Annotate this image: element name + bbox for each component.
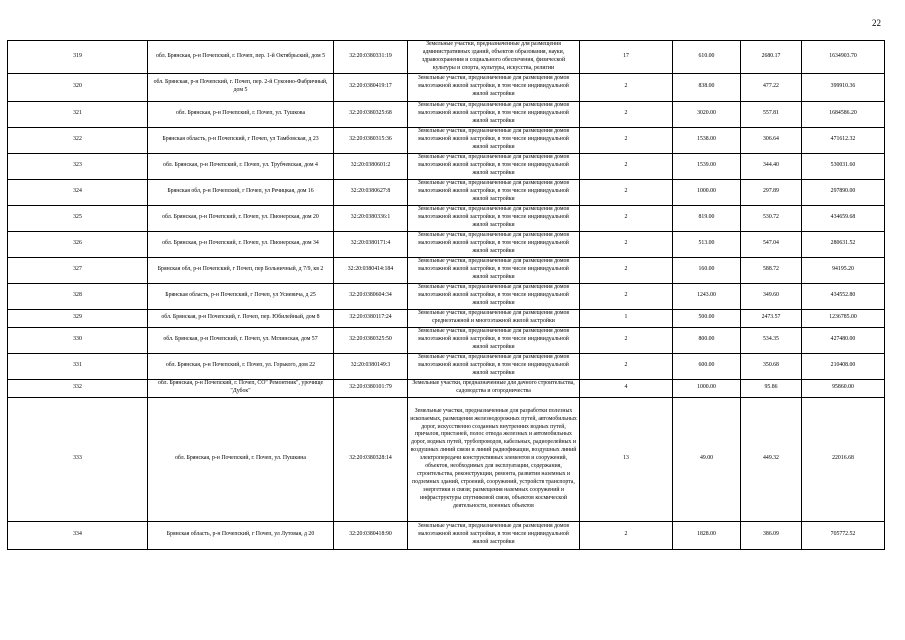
land-purpose: Земельные участки, предназначенные для размещения домов малоэтажной жилой застройки, в том числе индивидуальной жилой застройки [408, 101, 580, 127]
land-purpose: Земельные участки, предназначенные для размещения административных зданий, объектов образования, науки, здравоохранения и социального обеспечения, физической культуры и спорта, культуры, искусства, религии [408, 41, 580, 74]
group-code: 17 [580, 41, 673, 74]
row-number: 334 [8, 521, 148, 549]
address-cell: обл. Брянская, р-н Почепский, г. Почеп, СО" Ремонтник", урочище "Дубок" [148, 379, 334, 397]
land-purpose: Земельные участки, предназначенные для размещения домов малоэтажной жилой застройки, в том числе индивидуальной жилой застройки [408, 231, 580, 257]
address-cell: обл. Брянская, р-н Почепский, г. Почеп, ул. Пионерская, дом 34 [148, 231, 334, 257]
cadastral-number: 32:20:0380419:17 [334, 73, 408, 101]
table-row [8, 257, 885, 283]
unit-value: 547.04 [741, 231, 802, 257]
group-code: 2 [580, 353, 673, 379]
land-purpose: Земельные участки, предназначенные для дачного строительства, садоводства и огородничества [408, 379, 580, 397]
group-code: 2 [580, 73, 673, 101]
cadastral-number: 32:20:0380601:2 [334, 153, 408, 179]
address-cell: обл. Брянская, р-н Почепский, г. Почеп, ул. Мглинская, дом 57 [148, 327, 334, 353]
unit-value: 350.68 [741, 353, 802, 379]
row-number: 333 [8, 397, 148, 521]
cadastral-value: 434659.68 [802, 205, 885, 231]
unit-value: 477.22 [741, 73, 802, 101]
table-row [8, 521, 885, 549]
unit-value: 2680.17 [741, 41, 802, 74]
area-value: 1828.00 [673, 521, 741, 549]
area-value: 838.00 [673, 73, 741, 101]
land-purpose: Земельные участки, предназначенные для размещения домов малоэтажной жилой застройки, в том числе индивидуальной жилой застройки [408, 153, 580, 179]
unit-value: 344.40 [741, 153, 802, 179]
address-cell: Брянская обл, р-н Почепский, г Почеп, ул Речицкая, дом 16 [148, 179, 334, 205]
row-number: 329 [8, 309, 148, 327]
land-purpose: Земельные участки, предназначенные для размещения домов малоэтажной жилой застройки, в том числе индивидуальной жилой застройки [408, 353, 580, 379]
row-number: 319 [8, 41, 148, 74]
area-value: 1538.00 [673, 127, 741, 153]
unit-value: 588.72 [741, 257, 802, 283]
table-row [8, 231, 885, 257]
address-cell: обл. Брянская, р-н Почепский, г. Почеп, ул. Тушкова [148, 101, 334, 127]
cadastral-number: 32:20:0380331:19 [334, 41, 408, 74]
table-row [8, 309, 885, 327]
area-value: 3020.00 [673, 101, 741, 127]
cadastral-number: 32:20:0380418:90 [334, 521, 408, 549]
unit-value: 534.35 [741, 327, 802, 353]
area-value: 610.00 [673, 41, 741, 74]
unit-value: 449.32 [741, 397, 802, 521]
land-purpose: Земельные участки, предназначенные для размещения домов малоэтажной жилой застройки, в том числе индивидуальной жилой застройки [408, 521, 580, 549]
unit-value: 349.60 [741, 283, 802, 309]
cadastral-number: 32:20:0380604:34 [334, 283, 408, 309]
area-value: 1539.00 [673, 153, 741, 179]
address-cell: Брянская обл, р-н Почепский, г Почеп, пер Больничный, д 7/9, кв 2 [148, 257, 334, 283]
table-row [8, 41, 885, 74]
unit-value: 2473.57 [741, 309, 802, 327]
area-value: 1000.00 [673, 379, 741, 397]
address-cell: обл. Брянская, р-н Почепский, г. Почеп, пер. 1-й Октябрьский, дом 5 [148, 41, 334, 74]
group-code: 2 [580, 127, 673, 153]
group-code: 2 [580, 153, 673, 179]
group-code: 2 [580, 205, 673, 231]
cadastral-value: 705772.52 [802, 521, 885, 549]
group-code: 4 [580, 379, 673, 397]
table-row [8, 353, 885, 379]
table-row [8, 73, 885, 101]
unit-value: 557.81 [741, 101, 802, 127]
cadastral-value: 434552.80 [802, 283, 885, 309]
cadastral-value: 399910.36 [802, 73, 885, 101]
unit-value: 95.86 [741, 379, 802, 397]
group-code: 2 [580, 257, 673, 283]
cadastral-number: 32:20:0380101:79 [334, 379, 408, 397]
cadastral-value: 1634903.70 [802, 41, 885, 74]
cadastral-value: 1236785.00 [802, 309, 885, 327]
cadastral-number: 32:20:0380336:1 [334, 205, 408, 231]
area-value: 49.00 [673, 397, 741, 521]
cadastral-value: 471612.32 [802, 127, 885, 153]
table-row [8, 127, 885, 153]
unit-value: 306.64 [741, 127, 802, 153]
row-number: 332 [8, 379, 148, 397]
cadastral-value: 297890.00 [802, 179, 885, 205]
cadastral-number: 32:20:0380149:3 [334, 353, 408, 379]
row-number: 331 [8, 353, 148, 379]
cadastral-value: 530031.60 [802, 153, 885, 179]
table-row [8, 283, 885, 309]
table-row [8, 327, 885, 353]
row-number: 321 [8, 101, 148, 127]
land-purpose: Земельные участки, предназначенные для разработки полезных ископаемых, размещения железнодорожных путей, автомобильных дорог, искусственно созданных внутренних водных путей, причалов, пристаней, полос отвода железных и автомобильных дорог, водных путей, трубопроводов, кабельных, радиорелейных и воздушных линий связи и линий радиофикации, воздушных линий электропередачи конструктивных элементов и сооружений, объектов, необходимых для эксплуатации, содержания, строительства, реконструкции, ремонта, развития наземных и подземных зданий, строений, сооружений, устройств транспорта, энергетики и связи; размещения наземных сооружений и инфраструктуры спутниковой связи, объектов космической деятельности, военных объектов [408, 397, 580, 521]
row-number: 326 [8, 231, 148, 257]
table-row [8, 397, 885, 521]
row-number: 325 [8, 205, 148, 231]
group-code: 2 [580, 283, 673, 309]
cadastral-number: 32:20:0380325:50 [334, 327, 408, 353]
address-cell: обл. Брянская, р-н Почепский, г. Почеп, пер. 2-й Суконно-Фабричный, дом 5 [148, 73, 334, 101]
unit-value: 530.72 [741, 205, 802, 231]
land-purpose: Земельные участки, предназначенные для размещения домов среднеэтажной и многоэтажной жилой застройки [408, 309, 580, 327]
land-purpose: Земельные участки, предназначенные для размещения домов малоэтажной жилой застройки, в том числе индивидуальной жилой застройки [408, 257, 580, 283]
address-cell: обл. Брянская, р-н Почепский, г. Почеп, ул. Трубчевская, дом 4 [148, 153, 334, 179]
address-cell: Брянская область, р-н Почепский, г Почеп, ул Тамбовская, д 23 [148, 127, 334, 153]
cadastral-value: 1684586.20 [802, 101, 885, 127]
group-code: 2 [580, 521, 673, 549]
area-value: 1000.00 [673, 179, 741, 205]
cadastral-value: 22016.68 [802, 397, 885, 521]
cadastral-value: 94195.20 [802, 257, 885, 283]
cadastral-number: 32:20:0380627:8 [334, 179, 408, 205]
area-value: 500.00 [673, 309, 741, 327]
address-cell: Брянская область, р-н Почепский, г Почеп, ул Лутовая, д 20 [148, 521, 334, 549]
address-cell: обл. Брянская, р-н Почепский, г. Почеп, ул. Пушкина [148, 397, 334, 521]
group-code: 2 [580, 327, 673, 353]
cadastral-number: 32:20:0380171:4 [334, 231, 408, 257]
group-code: 1 [580, 309, 673, 327]
group-code: 13 [580, 397, 673, 521]
area-value: 819.00 [673, 205, 741, 231]
address-cell: обл. Брянская, р-н Почепский, г. Почеп, ул. Пионерская, дом 20 [148, 205, 334, 231]
table-row [8, 205, 885, 231]
cadastral-number: 32:20:0380414:184 [334, 257, 408, 283]
area-value: 1243.00 [673, 283, 741, 309]
table-row [8, 153, 885, 179]
area-value: 513.00 [673, 231, 741, 257]
cadastral-value: 427480.00 [802, 327, 885, 353]
cadastral-number: 32:20:0380315:36 [334, 127, 408, 153]
page-number: 22 [872, 18, 881, 28]
land-purpose: Земельные участки, предназначенные для размещения домов малоэтажной жилой застройки, в том числе индивидуальной жилой застройки [408, 327, 580, 353]
area-value: 800.00 [673, 327, 741, 353]
land-purpose: Земельные участки, предназначенные для размещения домов малоэтажной жилой застройки, в том числе индивидуальной жилой застройки [408, 283, 580, 309]
unit-value: 297.89 [741, 179, 802, 205]
cadastral-value: 95860.00 [802, 379, 885, 397]
land-purpose: Земельные участки, предназначенные для размещения домов малоэтажной жилой застройки, в том числе индивидуальной жилой застройки [408, 205, 580, 231]
land-purpose: Земельные участки, предназначенные для размещения домов малоэтажной жилой застройки, в том числе индивидуальной жилой застройки [408, 127, 580, 153]
land-purpose: Земельные участки, предназначенные для размещения домов малоэтажной жилой застройки, в том числе индивидуальной жилой застройки [408, 179, 580, 205]
cadastral-number: 32:20:0380328:14 [334, 397, 408, 521]
cadastral-value: 210408.00 [802, 353, 885, 379]
address-cell: Брянская область, р-н Почепский, г Почеп, ул Усиевича, д 25 [148, 283, 334, 309]
cadastral-number: 32:20:0380117:24 [334, 309, 408, 327]
row-number: 328 [8, 283, 148, 309]
cadastral-number: 32:20:0380325:68 [334, 101, 408, 127]
cadastral-value: 280631.52 [802, 231, 885, 257]
land-registry-table [7, 40, 885, 550]
address-cell: обл. Брянская, р-н Почепский, г. Почеп, пер. Юбилейный, дом 8 [148, 309, 334, 327]
group-code: 2 [580, 101, 673, 127]
unit-value: 386.09 [741, 521, 802, 549]
table-row [8, 101, 885, 127]
row-number: 327 [8, 257, 148, 283]
row-number: 323 [8, 153, 148, 179]
group-code: 2 [580, 179, 673, 205]
table-row [8, 179, 885, 205]
land-purpose: Земельные участки, предназначенные для размещения домов малоэтажной жилой застройки, в том числе индивидуальной жилой застройки [408, 73, 580, 101]
address-cell: обл. Брянская, р-н Почепский, г. Почеп, ул. Горького, дом 22 [148, 353, 334, 379]
row-number: 330 [8, 327, 148, 353]
row-number: 320 [8, 73, 148, 101]
row-number: 322 [8, 127, 148, 153]
area-value: 600.00 [673, 353, 741, 379]
area-value: 160.00 [673, 257, 741, 283]
group-code: 2 [580, 231, 673, 257]
row-number: 324 [8, 179, 148, 205]
table-row [8, 379, 885, 397]
